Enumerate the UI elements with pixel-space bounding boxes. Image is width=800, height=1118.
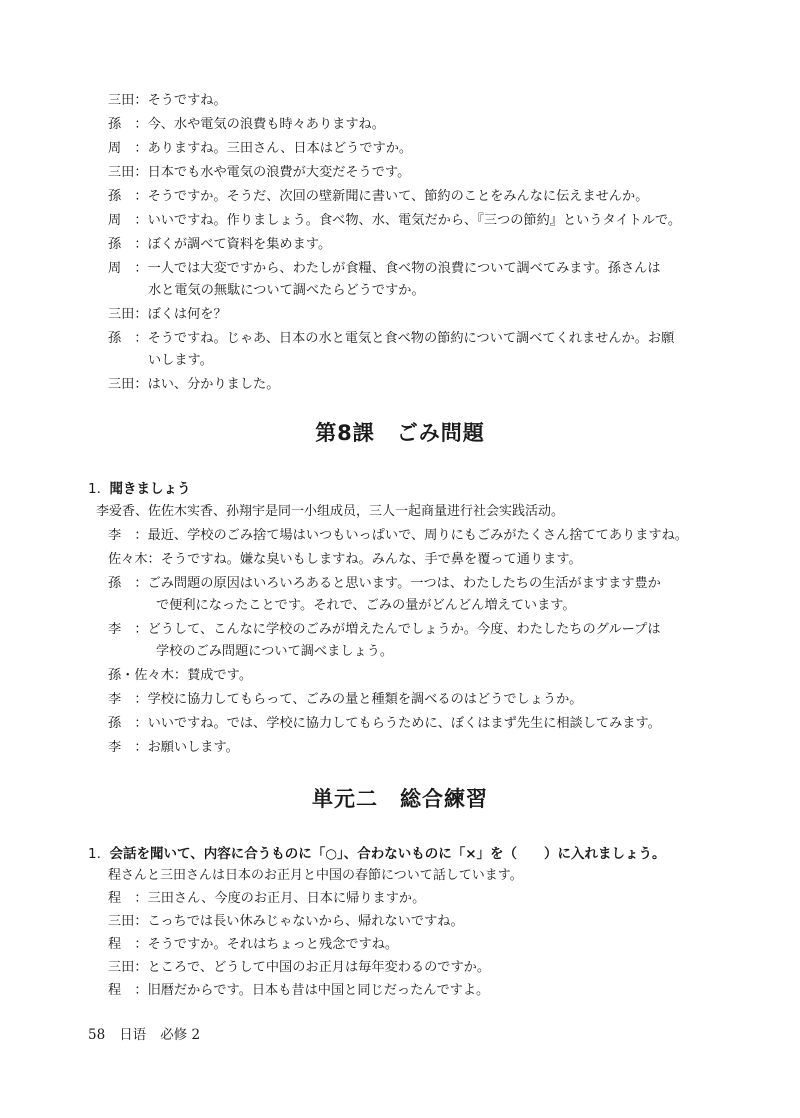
speaker: 孫 ： [108,189,148,204]
speaker: 李 ： [108,692,148,707]
speaker: 三田： [108,165,148,180]
section-heading [88,845,666,863]
dialog-line [108,236,331,254]
speaker: 三田： [108,93,148,108]
dialog-line-continuation [148,352,213,370]
speaker: 三田： [108,377,148,392]
speaker: 孫・佐々木： [108,668,188,683]
section-intro: 程さんと三田さんは日本のお正月と中国の春節について話しています。 [108,868,523,883]
utterance: 賛成です。 [187,668,253,683]
speaker: 李 ： [108,622,148,637]
dialog-line [108,739,239,757]
utterance: いいですね。では、学校に協力してもらうために、ぼくはまず先生に相談してみます。 [147,716,661,731]
utterance: そうですか。それはちょっと残念ですね。 [147,937,399,952]
dialog-line [108,551,582,569]
utterance: 水と電気の無駄について調べたらどうですか。 [148,283,425,298]
page-number: 58 [88,1027,106,1043]
book-volume: 必修 2 [160,1027,201,1043]
speaker: 孫 ： [108,117,148,132]
dialog-line [108,936,398,954]
dialog-line [108,188,648,206]
utterance: そうですね。じゃあ、日本の水と電気と食べ物の節約について調べてくれませんか。お願 [147,331,675,346]
speaker: 周 ： [108,261,148,276]
speaker: 周 ： [108,213,148,228]
section-heading [88,480,190,498]
dialog-line [108,715,661,733]
speaker: 李 ： [108,740,148,755]
speaker: 三田： [108,914,148,929]
dialog-line-continuation [148,282,425,300]
speaker: 程 ： [108,891,148,906]
utterance: そうですね。嫌な臭いもしますね。みんな、手で鼻を覆って通ります。 [160,552,582,567]
utterance: そうですね。 [147,93,227,108]
section-label: 聞きましょう [109,481,191,497]
utterance: 学校のごみ問題について調べましょう。 [156,644,394,659]
utterance: 旧暦だからです。日本も昔は中国と同じだったんですよ。 [147,983,490,998]
dialog-line [108,621,661,639]
section-instruction: 会話を聞いて、内容に合うものに「○」、合わないものに「×」を（ ）に入れましょう。 [109,846,666,862]
dialog-line [108,527,688,545]
dialog-line [108,575,661,593]
section-number: 1. [88,846,101,862]
dialog-line-continuation [156,643,393,661]
dialog-line [108,959,490,977]
utterance: ぼくは何を？ [147,307,227,322]
speaker: 佐々木： [108,552,161,567]
dialog-line [108,890,425,908]
utterance: 今、水や電気の浪費も時々ありますね。 [147,117,385,132]
utterance: で便利になったことです。それで、ごみの量がどんどん増えています。 [156,598,576,613]
dialog-line [108,306,227,324]
dialog-line [108,982,489,1000]
dialog-line-continuation [156,597,576,615]
utterance: お願いします。 [147,740,239,755]
unit-title: 単元二 総合練習 [312,787,488,811]
utterance: そうですか。そうだ、次回の壁新聞に書いて、節約のことをみんなに伝えませんか。 [147,189,649,204]
book-title: 日语 [119,1027,147,1043]
utterance: 一人では大変ですから、わたしが食糧、食べ物の浪費について調べてみます。孫さんは [147,261,661,276]
utterance: こっちでは長い休みじゃないから、帰れないですね。 [147,914,464,929]
utterance: 最近、学校のごみ捨て場はいつもいっぱいで、周りにもごみがたくさん捨ててありますね。 [147,528,688,543]
speaker: 周 ： [108,141,148,156]
speaker: 孫 ： [108,237,148,252]
utterance: ごみ問題の原因はいろいろあると思います。一つは、わたしたちの生活がますます豊か [147,576,661,591]
dialog-line [108,212,681,230]
dialog-line [108,330,674,348]
speaker: 孫 ： [108,576,148,591]
dialog-line [108,691,582,709]
dialog-line [108,667,252,685]
dialog-line [108,376,279,394]
utterance: はい、分かりました。 [147,377,280,392]
speaker: 李 ： [108,528,148,543]
speaker: 程 ： [108,937,148,952]
speaker: 三田： [108,307,148,322]
dialog-line [108,92,227,110]
dialog-line [108,164,410,182]
utterance: 三田さん、今度のお正月、日本に帰りますか。 [147,891,426,906]
utterance: ありますね。三田さん、日本はどうですか。 [147,141,413,156]
utterance: いします。 [148,353,213,368]
dialog-line [108,913,464,931]
page-footer [88,1026,214,1044]
lesson-title: 第8課 ごみ問題 [315,421,485,445]
speaker: 程 ： [108,983,148,998]
speaker: 孫 ： [108,331,148,346]
utterance: 学校に協力してもらって、ごみの量と種類を調べるのはどうでしょうか。 [147,692,583,707]
utterance: ぼくが調べて資料を集めます。 [147,237,332,252]
dialog-line [108,260,661,278]
speaker: 三田： [108,960,148,975]
dialog-line [108,140,412,158]
utterance: どうして、こんなに学校のごみが増えたんでしょうか。今度、わたしたちのグループは [147,622,661,637]
utterance: 日本でも水や電気の浪費が大変だそうです。 [147,165,411,180]
utterance: ところで、どうして中国のお正月は毎年変わるのですか。 [147,960,491,975]
utterance: いいですね。作りましょう。食べ物、水、電気だから、『三つの節約』というタイトルで。 [147,213,682,228]
speaker: 孫 ： [108,716,148,731]
section-number: 1. [88,481,101,497]
section-intro: 李爱香、佐佐木实香、孙翔宇是同一小组成员，三人一起商量进行社会实践活动。 [96,504,565,519]
dialog-line [108,116,385,134]
